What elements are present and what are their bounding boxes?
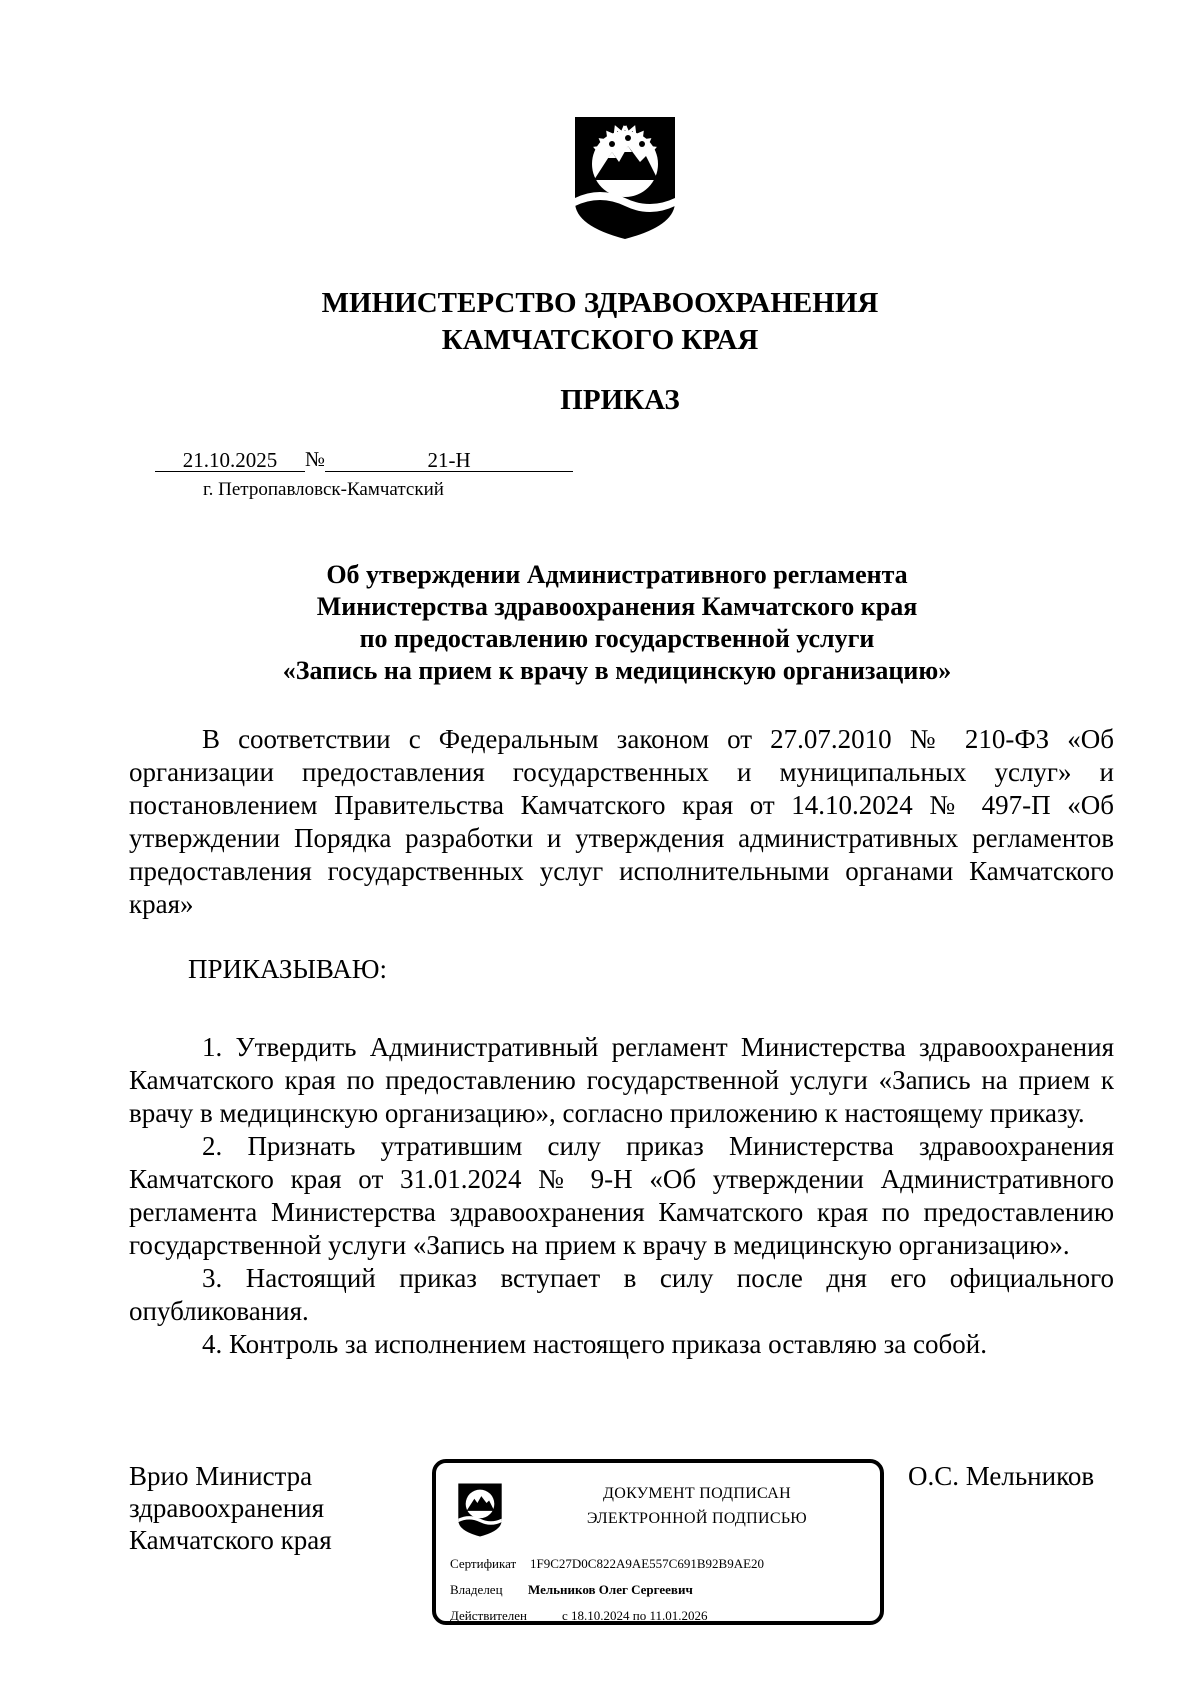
order-item-number: 2. [202,1131,223,1161]
subject-line3: по предоставлению государственной услуги [359,624,875,653]
document-subject [0,559,1200,687]
certificate-value: 1F9C27D0C822A9AE557C691B92B9AE20 [530,1556,765,1571]
order-item-number: 3. [202,1263,223,1293]
owner-label: Владелец [450,1582,503,1597]
stamp-owner-row [450,1581,693,1599]
order-item-text: Контроль за исполнением настоящего приказа оставляю за собой. [229,1329,987,1359]
signatory-position-line1: Врио Министра [129,1461,313,1491]
preamble-text: В соответствии с Федеральным законом от 27.07.2010 № 210-ФЗ «Об организации предоставления государственных и муниципальных услуг» и постановлением Правительства Камчатского края от 14.10.2024 № 497-П «Об утверждении Порядка разработки и утверждения административных регламентов предоставления государственных услуг исполнительными органами Камчатского края» [129,724,1114,919]
order-item-text: Признать утратившим силу приказ Министерства здравоохранения Камчатского края от 31.01.2024 № 9-Н «Об утверждении Административного регламента Министерства здравоохранения Камчатского края по предоставлению государственной услуги «Запись на прием к врачу в медицинскую организацию». [129,1131,1115,1260]
stamp-title [532,1481,862,1531]
orders-word: ПРИКАЗЫВАЮ: [188,954,387,984]
owner-value: Мельников Олег Сергеевич [528,1582,693,1597]
order-item [129,1328,1114,1361]
order-item-number: 4. [202,1329,223,1359]
stamp-validity-row [450,1607,708,1625]
order-item-text: Утвердить Административный регламент Министерства здравоохранения Камчатского края по предоставлению государственной услуги «Запись на прием к врачу в медицинскую организацию», согласно приложению к настоящему приказу. [129,1032,1115,1128]
document-date: 21.10.2025 [155,447,305,472]
order-item [129,1031,1114,1130]
document-type-title: ПРИКАЗ [560,384,680,416]
date-number-line [155,446,573,472]
subject-line4: «Запись на прием к врачу в медицинскую организацию» [282,656,952,685]
kamchatka-coat-of-arms-icon [572,114,678,242]
order-items [129,1031,1114,1361]
subject-line1: Об утверждении Административного регламента [326,560,908,589]
subject-line2: Министерства здравоохранения Камчатского края [316,592,918,621]
signatory-name: О.С. Мельников [908,1461,1095,1491]
preamble [129,723,1114,921]
city: г. Петропавловск-Камчатский [203,479,444,500]
order-item-text: Настоящий приказ вступает в силу после дня его официального опубликования. [129,1263,1115,1326]
certificate-label: Сертификат [450,1556,517,1571]
document-number: 21-Н [325,447,573,472]
signatory-position-line2: здравоохранения [129,1493,325,1523]
validity-value: с 18.10.2024 по 11.01.2026 [562,1608,708,1623]
signatory-position [129,1460,332,1556]
ministry-name [0,285,1200,359]
order-item-number: 1. [202,1032,223,1062]
stamp-certificate-row [450,1555,764,1573]
signatory-position-line3: Камчатского края [129,1525,332,1555]
electronic-signature-stamp [432,1459,884,1625]
ministry-name-line1: МИНИСТЕРСТВО ЗДРАВООХРАНЕНИЯ [321,287,879,319]
stamp-title-line1: ДОКУМЕНТ ПОДПИСАН [603,1485,791,1502]
stamp-title-line2: ЭЛЕКТРОННОЙ ПОДПИСЬЮ [586,1510,808,1527]
ministry-name-line2: КАМЧАТСКОГО КРАЯ [441,324,759,356]
order-item [129,1262,1114,1328]
validity-label: Действителен [450,1608,527,1623]
order-item [129,1130,1114,1262]
stamp-coat-of-arms-icon [457,1481,503,1539]
number-sign: № [305,447,326,471]
